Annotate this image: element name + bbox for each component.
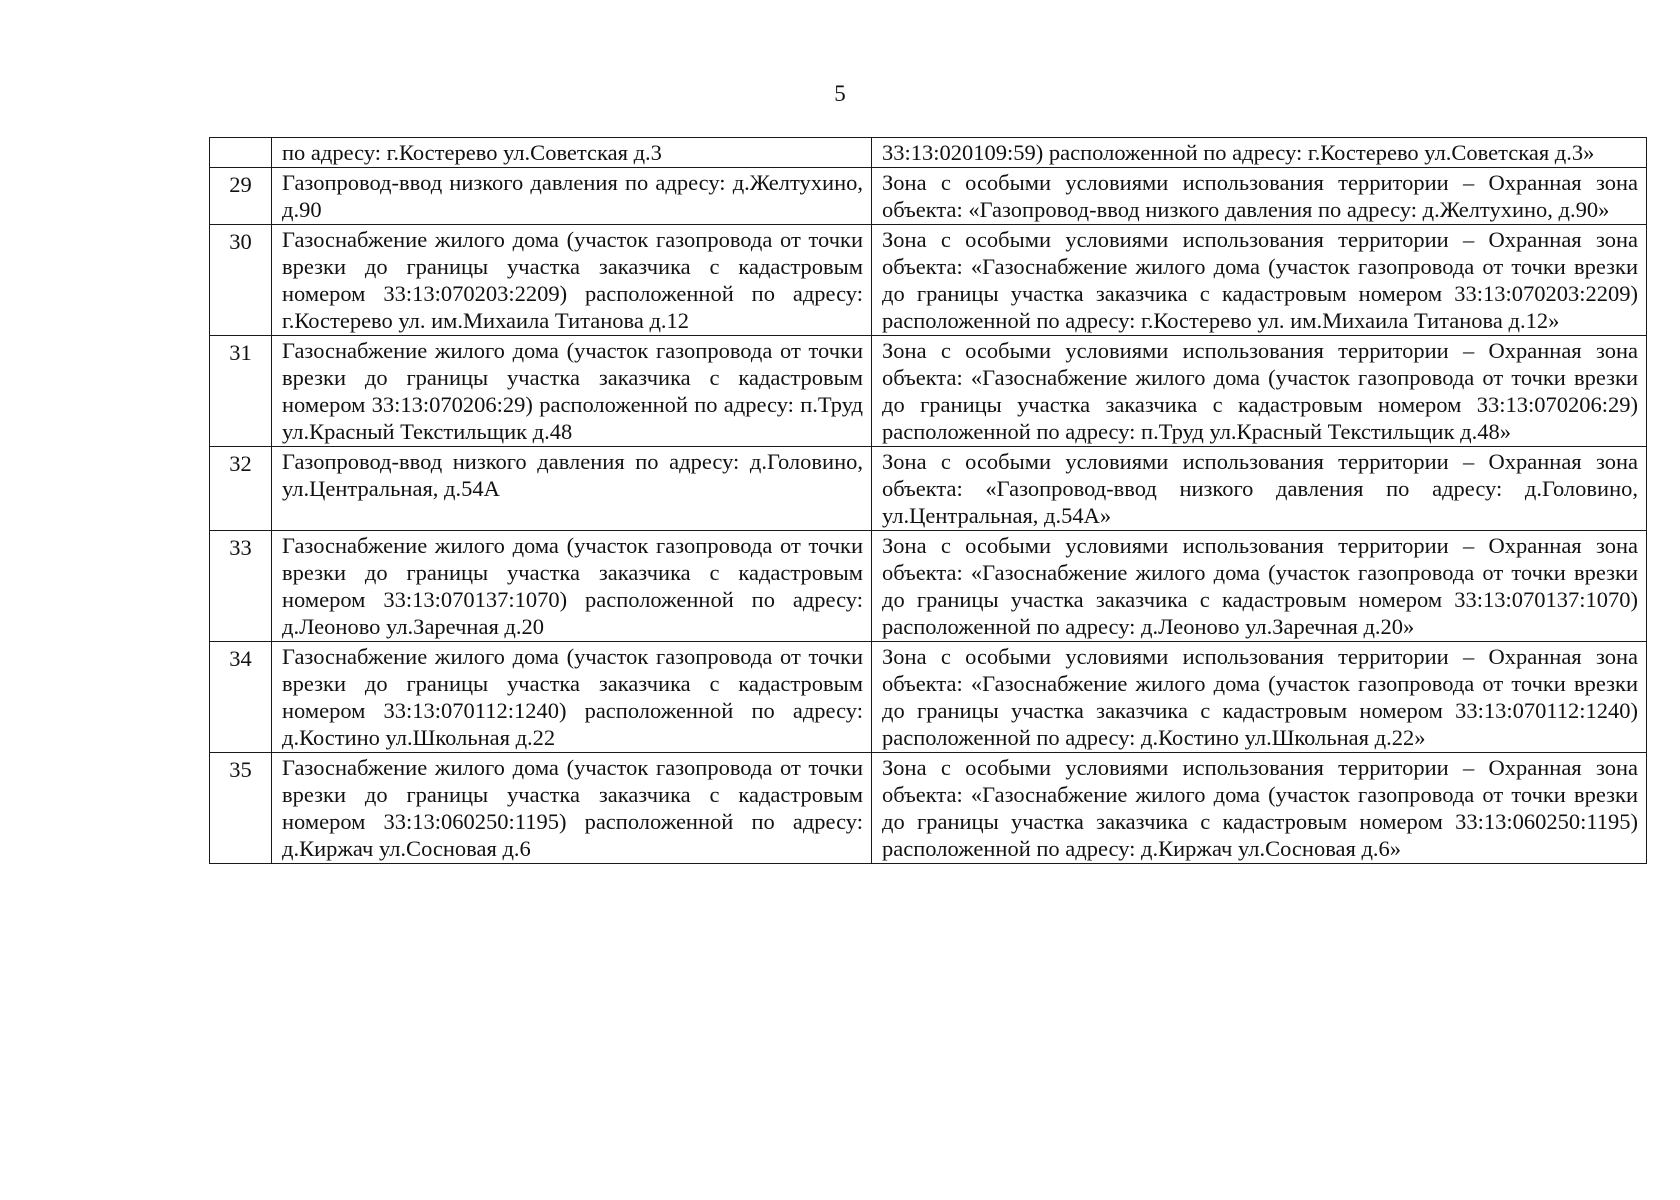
row-number: 31 [210, 336, 272, 447]
object-description: Газоснабжение жилого дома (участок газопровода от точки врезки до границы участка заказчика с кадастровым номером 33:13:070112:1240) расположенной по адресу: д.Костино ул.Школьная д.22 [272, 642, 872, 753]
object-description: по адресу: г.Костерево ул.Советская д.3 [272, 138, 872, 168]
object-description: Газоснабжение жилого дома (участок газопровода от точки врезки до границы участка заказчика с кадастровым номером 33:13:070137:1070) расположенной по адресу: д.Леоново ул.Заречная д.20 [272, 531, 872, 642]
table-row [210, 225, 1647, 336]
table-row [210, 138, 1647, 168]
page-number: 5 [834, 81, 846, 106]
object-description: Газопровод-ввод низкого давления по адресу: д.Головино, ул.Центральная, д.54А [272, 447, 872, 531]
row-number: 30 [210, 225, 272, 336]
objects-table [209, 137, 1647, 864]
object-description: Газоснабжение жилого дома (участок газопровода от точки врезки до границы участка заказчика с кадастровым номером 33:13:070206:29) расположенной по адресу: п.Труд ул.Красный Текстильщик д.48 [272, 336, 872, 447]
row-number [210, 138, 272, 168]
object-description: Газопровод-ввод низкого давления по адресу: д.Желтухино, д.90 [272, 168, 872, 225]
table-row [210, 753, 1647, 864]
row-number: 35 [210, 753, 272, 864]
table-row [210, 642, 1647, 753]
table-row [210, 336, 1647, 447]
zone-description: 33:13:020109:59) расположенной по адресу: г.Костерево ул.Советская д.3» [872, 138, 1647, 168]
zone-description: Зона с особыми условиями использования территории – Охранная зона объекта: «Газоснабжение жилого дома (участок газопровода от точки врезки до границы участка заказчика с кадастровым номером 33:13:070112:1240) расположенной по адресу: д.Костино ул.Школьная д.22» [872, 642, 1647, 753]
row-number: 33 [210, 531, 272, 642]
zone-description: Зона с особыми условиями использования территории – Охранная зона объекта: «Газоснабжение жилого дома (участок газопровода от точки врезки до границы участка заказчика с кадастровым номером 33:13:060250:1195) расположенной по адресу: д.Киржач ул.Сосновая д.6» [872, 753, 1647, 864]
table-row [210, 168, 1647, 225]
zone-description: Зона с особыми условиями использования территории – Охранная зона объекта: «Газопровод-ввод низкого давления по адресу: д.Желтухино, д.90» [872, 168, 1647, 225]
row-number: 32 [210, 447, 272, 531]
object-description: Газоснабжение жилого дома (участок газопровода от точки врезки до границы участка заказчика с кадастровым номером 33:13:060250:1195) расположенной по адресу: д.Киржач ул.Сосновая д.6 [272, 753, 872, 864]
row-number: 29 [210, 168, 272, 225]
table-row [210, 531, 1647, 642]
zone-description: Зона с особыми условиями использования территории – Охранная зона объекта: «Газопровод-ввод низкого давления по адресу: д.Головино, ул.Центральная, д.54А» [872, 447, 1647, 531]
object-description: Газоснабжение жилого дома (участок газопровода от точки врезки до границы участка заказчика с кадастровым номером 33:13:070203:2209) расположенной по адресу: г.Костерево ул. им.Михаила Титанова д.12 [272, 225, 872, 336]
zone-description: Зона с особыми условиями использования территории – Охранная зона объекта: «Газоснабжение жилого дома (участок газопровода от точки врезки до границы участка заказчика с кадастровым номером 33:13:070206:29) расположенной по адресу: п.Труд ул.Красный Текстильщик д.48» [872, 336, 1647, 447]
table-row [210, 447, 1647, 531]
row-number: 34 [210, 642, 272, 753]
zone-description: Зона с особыми условиями использования территории – Охранная зона объекта: «Газоснабжение жилого дома (участок газопровода от точки врезки до границы участка заказчика с кадастровым номером 33:13:070203:2209) расположенной по адресу: г.Костерево ул. им.Михаила Титанова д.12» [872, 225, 1647, 336]
zone-description: Зона с особыми условиями использования территории – Охранная зона объекта: «Газоснабжение жилого дома (участок газопровода от точки врезки до границы участка заказчика с кадастровым номером 33:13:070137:1070) расположенной по адресу: д.Леоново ул.Заречная д.20» [872, 531, 1647, 642]
